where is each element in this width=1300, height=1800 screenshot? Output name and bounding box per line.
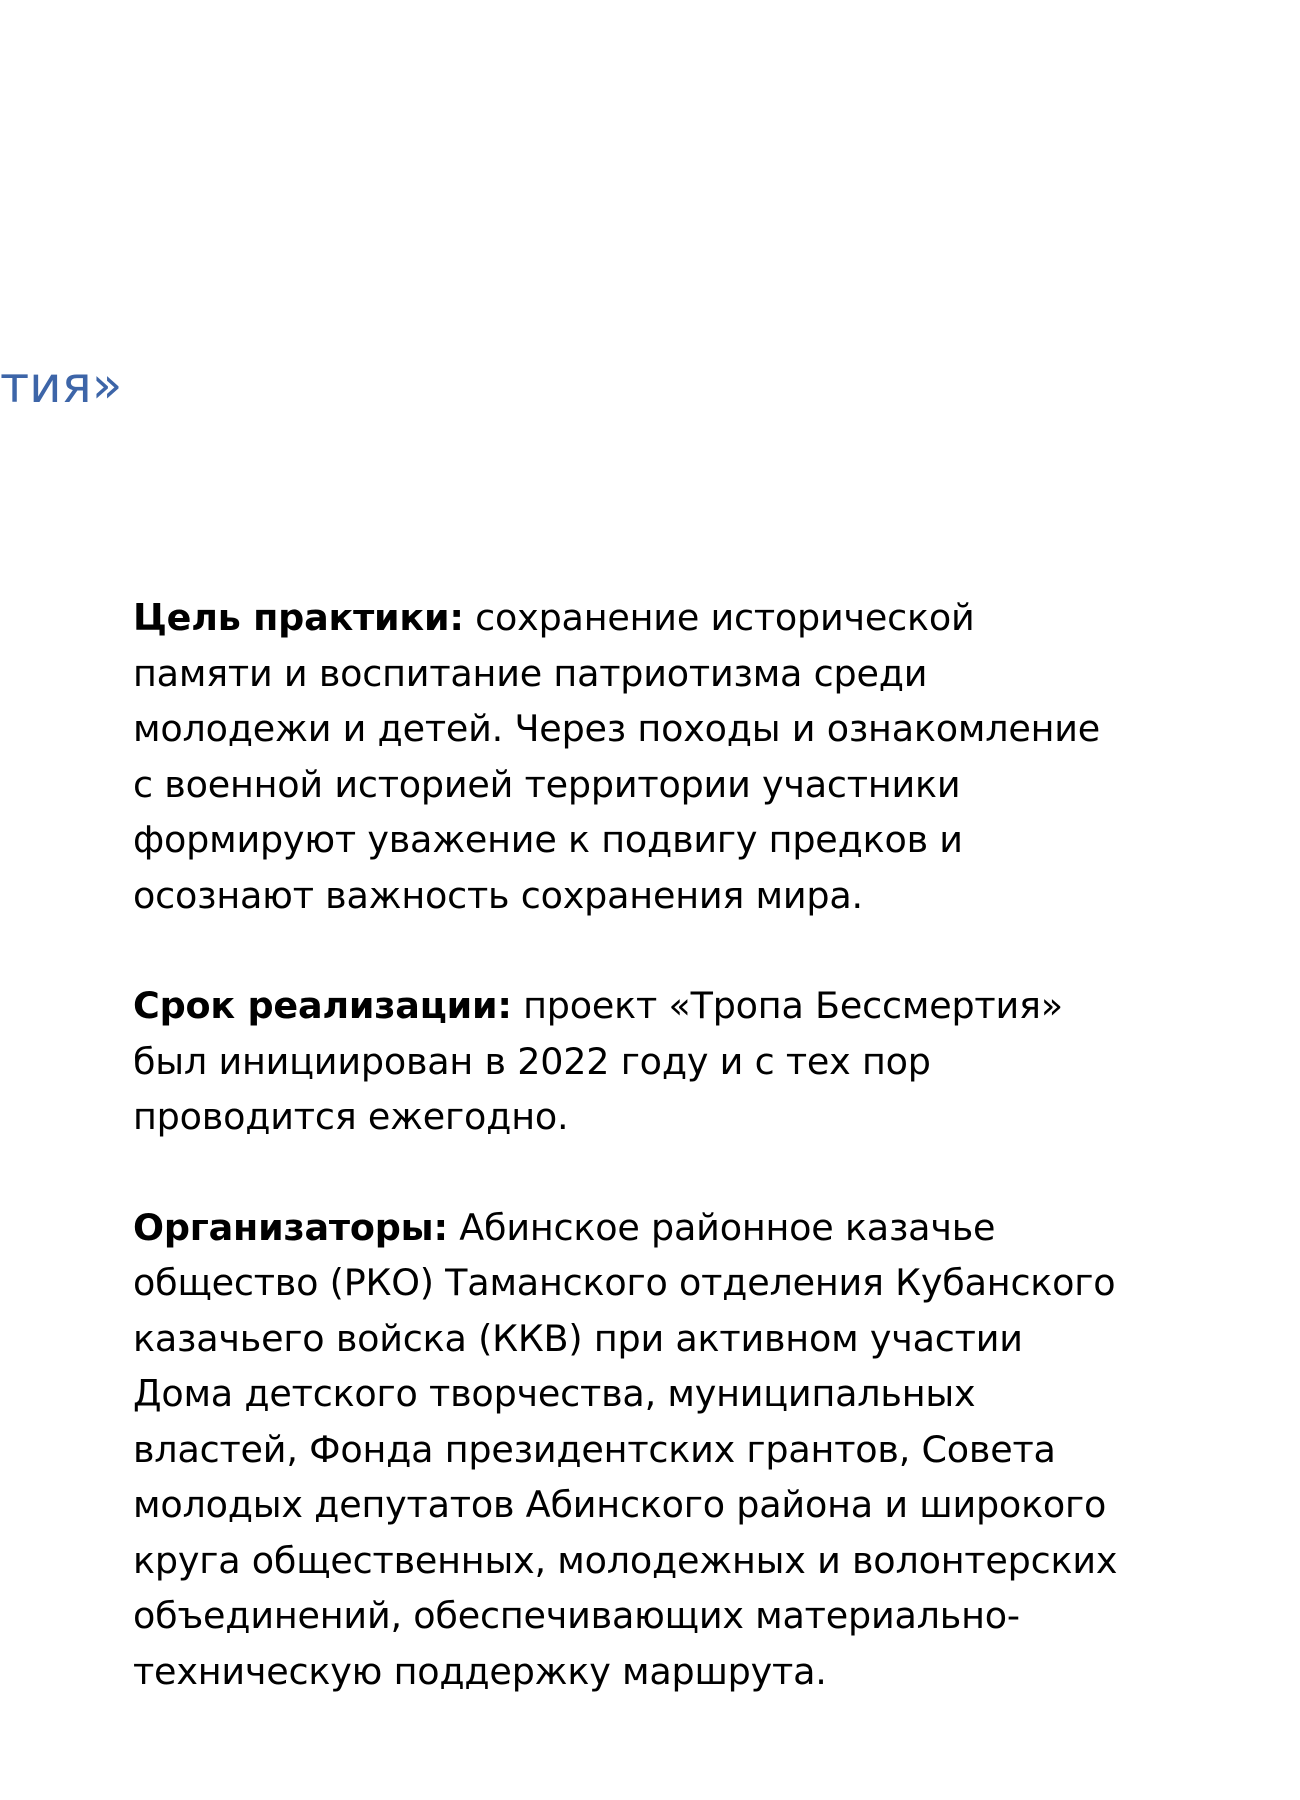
goal-line: формируют уважение к подвигу предков и bbox=[133, 818, 963, 861]
term-text: проект «Тропа Бессмертия» bbox=[523, 984, 1063, 1027]
goal-line: памяти и воспитание патриотизма среди bbox=[133, 651, 928, 695]
page-title-fragment: тия» bbox=[0, 356, 123, 414]
organizers-line: техническую поддержку маршрута. bbox=[133, 1649, 827, 1693]
organizers-line: объединений, обеспечивающих материально- bbox=[133, 1594, 1020, 1637]
organizers-label: Организаторы: bbox=[133, 1205, 448, 1249]
organizers-line: молодых депутатов Абинского района и широкого bbox=[133, 1483, 1107, 1526]
goal-paragraph bbox=[133, 590, 1143, 923]
organizers-paragraph bbox=[133, 1200, 1143, 1700]
organizers-text: Абинское районное казачье bbox=[459, 1205, 996, 1249]
goal-line: молодежи и детей. Через походы и ознакомление bbox=[133, 707, 1101, 750]
organizers-line: круга общественных, молодежных и волонтерских bbox=[133, 1538, 1118, 1582]
organizers-line: Дома детского творчества, муниципальных bbox=[133, 1372, 976, 1415]
document-body bbox=[133, 590, 1143, 1754]
term-label: Срок реализации: bbox=[133, 984, 512, 1027]
term-line: проводится ежегодно. bbox=[133, 1095, 569, 1138]
organizers-line: общество (РКО) Таманского отделения Кубанского bbox=[133, 1261, 1116, 1304]
goal-line-1 bbox=[133, 590, 1143, 646]
organizers-line: казачьего войска (ККВ) при активном участии bbox=[133, 1316, 1023, 1360]
goal-line: с военной историей территории участники bbox=[133, 762, 961, 806]
goal-label: Цель практики: bbox=[133, 596, 464, 639]
term-line: был инициирован в 2022 году и с тех пор bbox=[133, 1039, 931, 1083]
term-line-1 bbox=[133, 978, 1143, 1034]
goal-text: сохранение исторической bbox=[475, 596, 975, 639]
organizers-line-1 bbox=[133, 1200, 1143, 1256]
goal-line: осознают важность сохранения мира. bbox=[133, 873, 863, 917]
organizers-line: властей, Фонда президентских грантов, Совета bbox=[133, 1427, 1056, 1471]
term-paragraph bbox=[133, 978, 1143, 1145]
